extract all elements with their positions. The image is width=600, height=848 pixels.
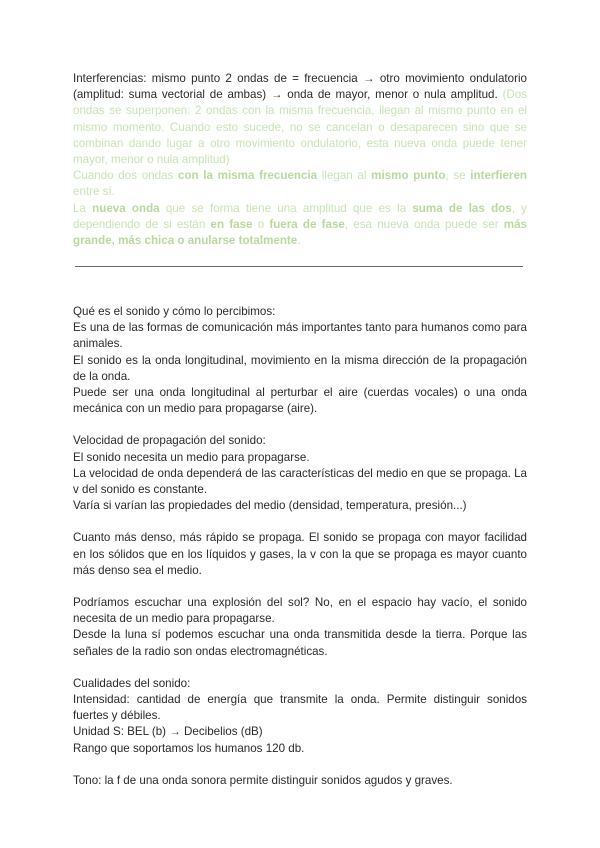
spacer [73,757,527,773]
spacer [73,579,527,595]
text-run: , se [445,169,471,183]
text-run: , y dependiendo de si están [73,201,527,231]
content-body [73,304,527,789]
paragraph: Podríamos escuchar una explosión del sol? No, en el espacio hay vacío, el sonido necesita de un medio para propagarse. [73,596,527,626]
section-heading: Velocidad de propagación del sonido: [73,434,266,448]
paragraph: Puede ser una onda longitudinal al perturbar el aire (cuerdas vocales) o una onda mecánica con un medio para propagarse (aire). [73,386,527,416]
spacer [73,660,527,676]
bold-run: más grande, más chica o anularse totalmente [73,217,527,248]
paragraph: Rango que soportamos los humanos 120 db. [73,741,305,755]
bold-run: en fase [210,217,253,231]
paragraph: El sonido necesita un medio para propagarse. [73,450,310,464]
text-run: , esa nueva onda puede ser [344,217,504,231]
text-run: . [297,234,301,248]
spacer [73,417,527,433]
text-run: La [73,201,93,215]
interference-intro [73,71,527,168]
paragraph: Tono: la f de una onda sonora permite distinguir sonidos agudos y graves. [73,773,453,787]
faded-line-2 [73,168,527,200]
bold-run: nueva onda [92,201,160,215]
bold-run: fuera de fase [269,217,345,231]
faded-explanation: (Dos ondas se superponen: 2 ondas con la misma frecuencia, llegan al mismo punto en el mismo momento. Cuando esto sucede, no se cancelan o desaparecen sino que se combinan dando lugar a otro movimiento ondulatorio, esta nueva onda puede tener mayor, menor o nula amplitud) [73,88,527,167]
horizontal-divider [75,266,523,267]
faded-line-3 [73,201,527,250]
text-run: Cuando dos ondas [73,169,178,183]
interference-intro-text: Interferencias: mismo punto 2 ondas de = frecuencia → otro movimiento ondulatorio (amplitud: suma vectorial de ambas) → onda de mayor, menor o nula amplitud. [73,72,527,102]
bold-run: mismo punto [371,169,446,183]
paragraph: Es una de las formas de comunicación más importantes tanto para humanos como para animales. [73,321,527,351]
bold-run: suma de las dos [412,201,512,215]
paragraph: La velocidad de onda dependerá de las características del medio en que se propaga. La v del sonido es constante. [73,466,527,497]
bold-run: interfieren [470,169,527,183]
section-heading: Qué es el sonido y cómo lo percibimos: [73,305,276,318]
paragraph: Unidad S: BEL (b) → Decibelios (dB) [73,725,263,739]
paragraph: Cuanto más denso, más rápido se propaga. El sonido se propaga con mayor facilidad en los sólidos que en los líquidos y gases, la v con la que se propaga es mayor cuanto más denso sea el medio. [73,531,527,577]
section-heading: Cualidades del sonido: [73,676,191,690]
bold-run: con la misma frecuencia [177,169,318,183]
text-run: que se forma tiene una amplitud que es la [159,201,413,215]
paragraph: El sonido es la onda longitudinal, movimiento en la misma dirección de la propagación de la onda. [73,353,527,383]
spacer [73,514,527,530]
text-run: o [252,217,270,231]
interference-section [73,71,527,249]
paragraph: Desde la luna sí podemos escuchar una onda transmitida desde la tierra. Porque las señales de la radio son ondas electromagnéticas. [73,628,527,658]
text-run: llegan al [317,169,372,183]
paragraph: Varía si varían las propiedades del medio (densidad, temperatura, presión...) [73,499,467,513]
paragraph: Intensidad: cantidad de energía que transmite la onda. Permite distinguir sonidos fuertes y débiles. [73,693,527,723]
text-run: entre sí. [73,185,115,199]
